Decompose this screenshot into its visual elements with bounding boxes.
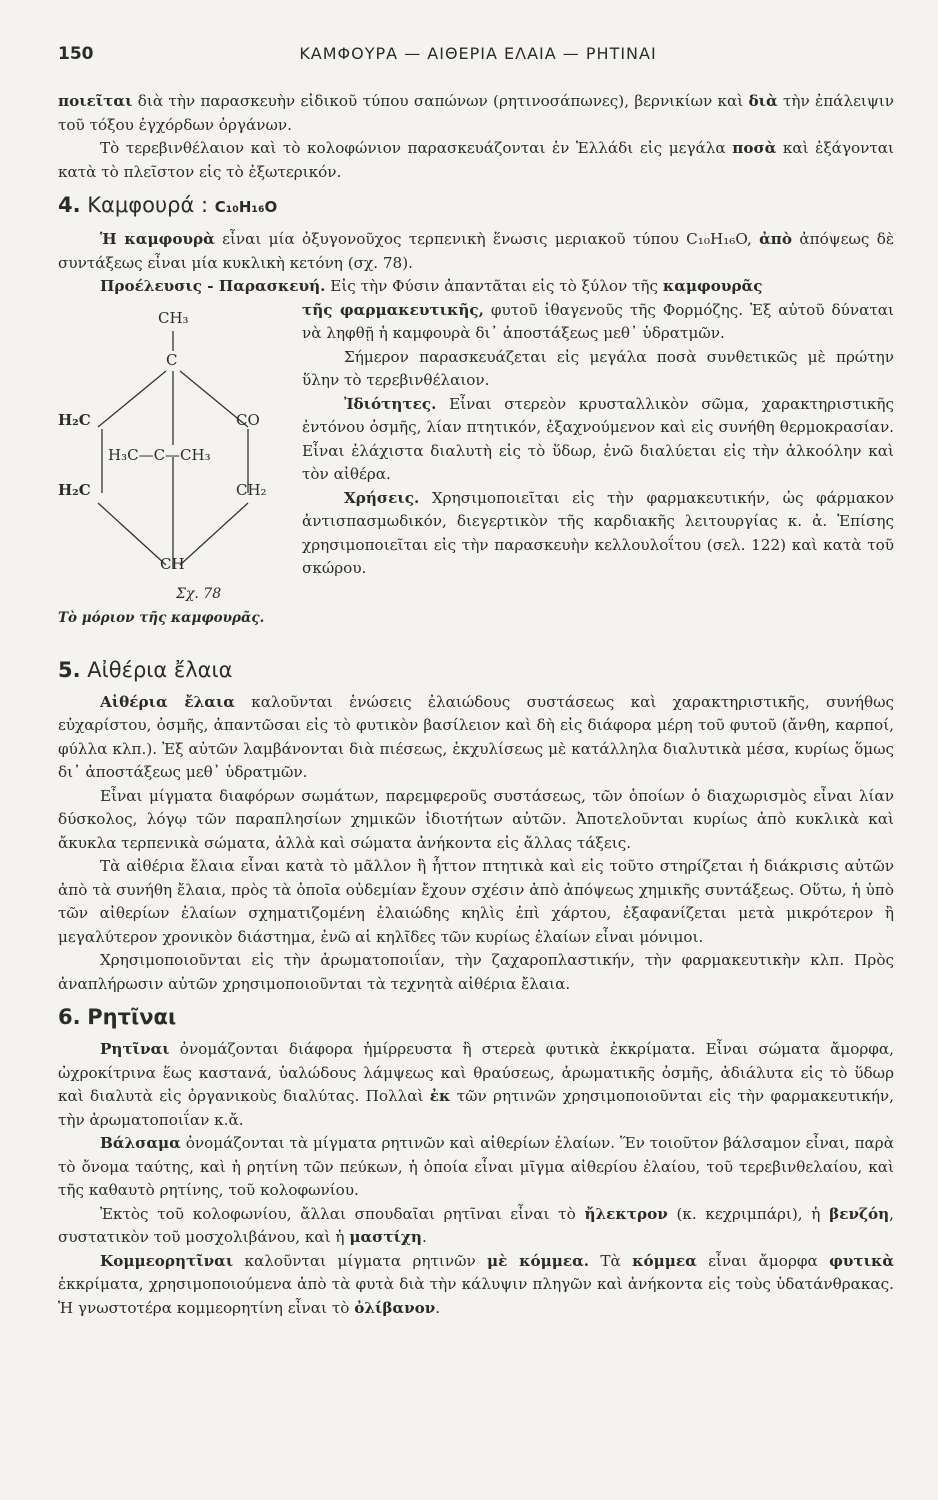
text-run: ἀπόψεως δὲ συντάξεως εἶναι μία κυκλικὴ κετόνη (σχ. 78). [58,230,894,272]
bridgehead-carbon: C [166,350,178,369]
bold-word: ποιεῖται [58,92,133,110]
intro-paragraph-1 [58,90,894,137]
ch-group: CH [160,554,185,573]
figure-and-text-block [58,299,894,649]
essential-oils-composition: Εἶναι μίγματα διαφόρων σωμάτων, παρεμφεροῦς συστάσεως, τῶν ὁποίων ὁ διαχωρισμὸς εἶναι λίαν δύσκολος, λόγῳ τῶν παραπλησίων χημικῶν ἰδιοτήτων αὐτῶν. Ἀποτελοῦνται κυρίως ἀπὸ κυκλικὰ καὶ ἄκυκλα τερπενικὰ σώματα, ἀλλὰ καὶ σώματα ἀνήκοντα εἰς ἄλλας τάξεις. [58,786,894,852]
section-4-heading [58,190,894,222]
provenance-line [58,275,894,299]
bold-term: βενζόη [829,1204,890,1223]
text-run: καλοῦνται μίγματα ρητινῶν [233,1251,487,1270]
camphor-right-column [302,299,894,581]
section-title: Καμφουρά : [87,193,209,217]
text-run: ὀνομάζονται διάφορα ἡμίρρευστα ἢ στερεὰ φυτικὰ ἐκκρίματα. Εἶναι σώματα ἄμορφα, ὠχροκίτρινα ἕως καστανά, ὑαλώδους λάμψεως καὶ θραύσεως, ἀρωματικῆς ὀσμῆς, ἀδιάλυτα εἰς τὸ ὕδωρ καὶ διαλυτὰ εἰς ὀργανικοὺς διαλύτας. Πολλαὶ [58,1040,894,1105]
bold-term: Κομμεορητῖναι [100,1251,234,1270]
other-resins-paragraph [58,1203,894,1250]
page-body [58,90,894,1320]
camphor-definition [58,228,894,275]
text-run: Εἶναι στερεὸν κρυσταλλικὸν σῶμα, χαρακτηριστικῆς ἐντόνου ὀσμῆς, λίαν πτητικόν, ἐξαχνούμενον καὶ εἰς συνήθη θερμοκρασίαν. Εἶναι ἐλάχιστα διαλυτὴ εἰς τὸ ὕδωρ, ἐνῶ διαλύεται εἰς τὴν ἀλκοόλην καὶ τὸν αἰθέρα. [302,394,894,483]
text-run: . [435,1298,441,1317]
ch2-group: CH₂ [236,480,267,499]
section-title: Ρητῖναι [87,1005,177,1029]
essential-oils-definition [58,691,894,785]
text-run: (κ. κεχριμπάρι), ἡ [667,1204,830,1223]
properties-paragraph [302,393,894,487]
running-title: ΚΑΜΦΟΥΡΑ — ΑΙΘΕΡΙΑ ΕΛΑΙΑ — ΡΗΤΙΝΑΙ [299,44,657,63]
essential-oils-volatility: Τὰ αἰθέρια ἔλαια εἶναι κατὰ τὸ μᾶλλον ἢ ἧττον πτητικὰ καὶ εἰς τοῦτο στηρίζεται ἡ διάκρισις αὐτῶν ἀπὸ τὰ συνήθη ἔλαια, πρὸς τὰ ὁποῖα οὐδεμίαν ἔχουν σχέσιν ἀπὸ ἀπόψεως χημικῆς συντάξεως. Οὕτω, ἡ ὑπὸ τῶν αἰθερίων ἐλαίων σχηματιζομένη ἐλαιώδης κηλὶς ἐπὶ χάρτου, ἐξαφανίζεται μετὰ μικρότερον ἢ μεγαλύτερον χρονικὸν διάστημα, ἐνῶ αἱ κηλῖδες τῶν κυρίως ἐλαίων εἶναι μόνιμοι. [58,857,894,946]
text-run: τῶν ρητινῶν χρησιμοποιοῦνται εἰς τὴν φαρμακευτικήν, τὴν ἀρωματοποιΐαν κ.ἄ. [58,1087,894,1129]
text-run: Τὸ τερεβινθέλαιον καὶ τὸ κολοφώνιον παρασκευάζονται ἐν Ἑλλάδι εἰς μεγάλα [100,139,733,157]
bold-word: καμφουρᾶς [662,277,763,295]
ch3-group: CH₃ [158,308,189,327]
text-run: τὴν ἐπάλειψιν τοῦ τόξου ἐγχόρδων ὀργάνων. [58,92,894,134]
provenance-label: Προέλευσις - Παρασκευή. [100,277,326,295]
camphor-formula: C₁₀H₁₆O [214,198,278,216]
bold-term: τῆς φαρμακευτικῆς, [302,300,484,319]
h2c-group-upper: H₂C [58,410,91,429]
bold-term: Βάλσαμα [100,1134,181,1152]
synthesis-paragraph: Σήμερον παρασκευάζεται εἰς μεγάλα ποσὰ συνθετικῶς μὲ πρώτην ὕλην τὸ τερεβινθέλαιον. [302,347,894,389]
resins-definition [58,1038,894,1132]
essential-oils-uses: Χρησιμοποιοῦνται εἰς τὴν ἀρωματοποιΐαν, τὴν ζαχαροπλαστικήν, τὴν φαρμακευτικὴν κλπ. Πρὸς ἀναπλήρωσιν αὐτῶν χρησιμοποιοῦνται τὰ τεχνητὰ αἰθέρια ἔλαια. [58,951,894,993]
bold-word: κόμμεα [632,1251,697,1270]
intro-paragraph-2 [58,137,894,184]
text-run: διὰ τὴν παρασκευὴν εἰδικοῦ τύπου σαπώνων (ρητινοσάπωνες), βερνικίων καὶ [132,92,749,110]
text-run: , συστατικὸν τοῦ μοσχολιβάνου, καὶ ἡ [58,1204,894,1246]
section-5-heading [58,655,894,685]
text-run: ὀνομάζονται τὰ μίγματα ρητινῶν καὶ αἰθερίων ἐλαίων. Ἕν τοιοῦτον βάλσαμον εἶναι, παρὰ τὸ ὄνομα ταύτης, καὶ ἡ ρητίνη τῶν πεύκων, ἡ ὁποία εἶναι μῖγμα αἰθερίου ἐλαίου, τοῦ τερεβινθελαίου, καὶ τῆς καθαυτὸ ρητίνης, τοῦ κολοφωνίου. [58,1134,894,1199]
provenance-continued [302,299,894,346]
h2c-group-lower: H₂C [58,480,91,499]
text-run: Εἰς τὴν Φύσιν ἀπαντᾶται εἰς τὸ ξύλον τῆς [325,277,663,295]
bold-word: μὲ κόμμεα. [487,1251,590,1270]
bold-word: διὰ [748,92,778,110]
gum-resins-paragraph [58,1250,894,1321]
text-run: καλοῦνται ἑνώσεις ἐλαιώδους συστάσεως καὶ χαρακτηριστικῆς, συνήθως εὐχαρίστου, ὀσμῆς, ἀπαντῶσαι εἰς τὸ φυτικὸν βασίλειον καὶ δὴ εἰς διάφορα μέρη τοῦ φυτοῦ (ἄνθη, καρποί, φύλλα κλπ.). Ἐξ αὐτῶν λαμβάνονται διὰ πιέσεως, ἐκχυλίσεως μὲ κατάλληλα διαλυτικὰ μέσα, κυρίως ὅμως δι᾽ ἀποστάξεως μεθ᾽ ὑδρατμῶν. [58,692,894,781]
bold-term: Ρητῖναι [100,1040,170,1058]
bold-term: μαστίχη [349,1228,422,1246]
section-number: 6. [58,1005,81,1029]
bold-term: Ἡ καμφουρὰ [100,230,215,248]
uses-paragraph [302,487,894,581]
text-run: Ἐκτὸς τοῦ κολοφωνίου, ἄλλαι σπουδαῖαι ρητῖναι εἶναι τὸ [100,1204,585,1223]
bold-word: ποσὰ [732,139,777,157]
text-run: καὶ ἐξάγονται κατὰ τὸ πλεῖστον εἰς τὸ ἐξωτερικόν. [58,139,895,181]
uses-label: Χρήσεις. [344,488,420,507]
text-run: Τὰ [589,1251,633,1270]
section-number: 4. [58,193,81,217]
section-number: 5. [58,657,81,682]
bold-term: Αἰθέρια ἔλαια [100,692,235,711]
properties-label: Ἰδιότητες. [344,394,437,413]
bold-term: ὀλίβανον [354,1298,436,1317]
text-run: εἶναι μία ὀξυγονοῦχος τερπενικὴ ἕνωσις μεριακοῦ τύπου C₁₀H₁₆O, [214,230,760,248]
section-title: Αἰθέρια ἔλαια [87,657,233,682]
figure-caption: Τὸ μόριον τῆς καμφουρᾶς. [58,609,265,626]
bold-word: ἀπὸ [759,230,793,248]
bold-word: φυτικὰ [829,1251,895,1270]
bold-word: ἐκ [429,1087,451,1105]
bold-term: ἤλεκτρον [584,1204,668,1223]
carbonyl-group: CO [236,410,260,429]
running-header [58,44,898,68]
text-run: Χρησιμοποιεῖται εἰς τὴν φαρμακευτικήν, ὡς φάρμακον ἀντισπασμωδικόν, διεγερτικὸν τῆς καρδιακῆς λειτουργίας κ. ἀ. Ἐπίσης χρησιμοποιεῖται εἰς τὴν παρασκευὴν κελλουλοΐτου (σελ. 122) καὶ κατὰ τοῦ σκώρου. [302,488,894,577]
text-run: εἶναι ἄμορφα [696,1251,830,1270]
page-number: 150 [58,44,94,64]
camphor-structure-figure [58,299,298,649]
text-run: . [421,1228,427,1246]
dimethyl-bridge: H₃C—C—CH₃ [108,445,211,464]
figure-number: Σχ. 78 [176,585,222,602]
text-run: φυτοῦ ἰθαγενοῦς τῆς Φορμόζης. Ἐξ αὐτοῦ δύναται νὰ ληφθῇ ἡ καμφουρὰ δι᾽ ἀποστάξεως μεθ᾽ ὑδρατμῶν. [302,300,894,342]
text-run: ἐκκρίματα, χρησιμοποιούμενα ἀπὸ τὰ φυτὰ διὰ τὴν κάλυψιν πληγῶν καὶ ἀνήκοντα εἰς τοὺς ὑδατάνθρακας. Ἡ γνωστοτέρα κομμεορητίνη εἶναι τὸ [58,1275,894,1317]
section-6-heading [58,1002,894,1032]
balsams-paragraph [58,1132,894,1203]
